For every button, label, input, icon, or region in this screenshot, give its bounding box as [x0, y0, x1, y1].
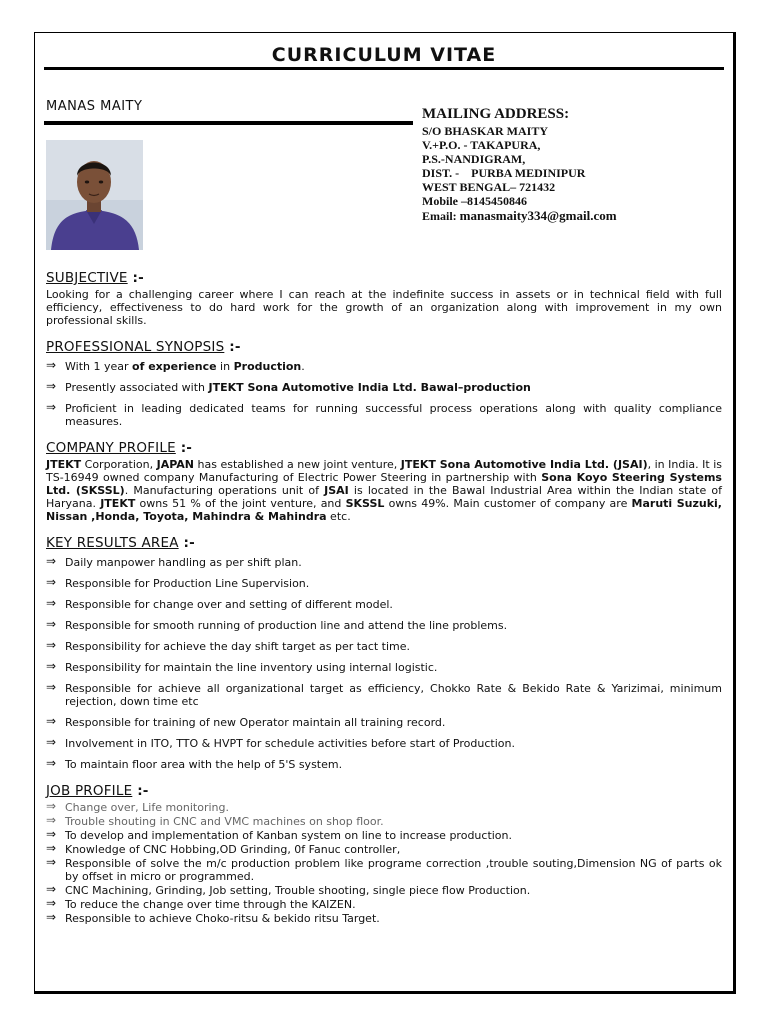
list-item-text: Trouble shouting in CNC and VMC machines on shop floor.	[65, 815, 384, 828]
address-line: P.S.-NANDIGRAM,	[422, 152, 526, 166]
arrow-icon: ⇒	[46, 575, 57, 589]
company-text-fragment: . Manufacturing operations unit of	[124, 484, 325, 497]
list-item-text: Responsible for Production Line Supervision.	[65, 577, 310, 590]
list-item: ⇒ With 1 year of experience in Production.	[46, 358, 305, 373]
mobile-number: Mobile –8145450846	[422, 194, 527, 208]
section-heading-company: COMPANY PROFILE :-	[46, 440, 193, 456]
company-text-fragment: JTEKT	[46, 458, 82, 471]
list-item-text: Responsible for achieve all organizational target as efficiency, Chokko Rate & Bekido Rate & Yarizimai, minimum rejection, down time etc	[65, 682, 722, 708]
section-heading-synopsis: PROFESSIONAL SYNOPSIS :-	[46, 339, 241, 355]
list-item-text: Daily manpower handling as per shift plan.	[65, 556, 302, 569]
arrow-icon: ⇒	[46, 638, 57, 652]
arrow-icon: ⇒	[46, 735, 57, 749]
subjective-text: Looking for a challenging career where I can reach at the indefinite success in assets or in technical field with full efficiency, effectiveness to do hard work for the growth of an organization along with improvement in my own professional skills.	[46, 288, 722, 327]
list-item	[46, 857, 722, 883]
list-item-text: CNC Machining, Grinding, Job setting, Trouble shooting, single piece flow Production.	[65, 884, 531, 897]
company-text-fragment: JSAI	[324, 484, 349, 497]
arrow-icon: ⇒	[46, 910, 57, 924]
company-text-fragment: owns 51 % of the joint venture, and	[135, 497, 346, 510]
list-item	[46, 801, 722, 814]
company-text-fragment: JAPAN	[156, 458, 195, 471]
arrow-icon: ⇒	[46, 617, 57, 631]
list-item-text: To develop and implementation of Kanban system on line to increase production.	[65, 829, 513, 842]
section-heading-kra: KEY RESULTS AREA :-	[46, 535, 195, 551]
arrow-icon: ⇒	[46, 659, 57, 673]
list-item	[46, 843, 722, 856]
company-text-fragment: is located in the Bawal Industrial Area within the Indian state of Haryana.	[46, 484, 723, 510]
candidate-name: MANAS MAITY	[46, 99, 143, 114]
list-item-text: Involvement in ITO, TTO & HVPT for schedule activities before start of Production.	[65, 737, 515, 750]
arrow-icon: ⇒	[46, 379, 57, 393]
company-text-fragment: has established a new joint venture,	[194, 458, 401, 471]
company-text-fragment: JTEKT	[100, 497, 136, 510]
address-line: WEST BENGAL– 721432	[422, 180, 556, 194]
list-item	[46, 898, 722, 911]
company-text-fragment: , in India. It is TS-16949 owned company Manufacturing of Electric Power Steering in partnership with	[46, 458, 722, 484]
profile-photo	[46, 140, 143, 250]
company-text-fragment: Corporation,	[81, 458, 157, 471]
list-item-text: Responsibility for maintain the line inventory using internal logistic.	[65, 661, 438, 674]
person-photo-icon	[46, 140, 143, 250]
arrow-icon: ⇒	[46, 756, 57, 770]
list-item	[46, 758, 722, 771]
email-address: manasmaity334@gmail.com	[459, 208, 617, 223]
arrow-icon: ⇒	[46, 896, 57, 910]
list-item-text: Change over, Life monitoring.	[65, 801, 230, 814]
address-line: V.+P.O. - TAKAPURA,	[422, 138, 541, 152]
page-title: CURRICULUM VITAE	[271, 44, 497, 66]
list-item-text: Responsible for training of new Operator maintain all training record.	[65, 716, 446, 729]
email-row	[422, 208, 617, 224]
job-list	[46, 801, 722, 925]
company-text-fragment: Maruti Suzuki, Nissan ,Honda, Toyota, Mahindra & Mahindra	[46, 497, 722, 523]
arrow-icon: ⇒	[46, 841, 57, 855]
address-line: S/O BHASKAR MAITY	[422, 124, 549, 138]
arrow-icon: ⇒	[46, 554, 57, 568]
synopsis-list	[46, 360, 722, 428]
kra-list	[46, 556, 722, 771]
arrow-icon: ⇒	[46, 882, 57, 896]
arrow-icon: ⇒	[46, 358, 57, 372]
arrow-icon: ⇒	[46, 596, 57, 610]
company-text-fragment: JTEKT Sona Automotive India Ltd. (JSAI)	[400, 458, 648, 471]
list-item-text: Responsibility for achieve the day shift target as per tact time.	[65, 640, 411, 653]
address-line: DIST. - PURBA MEDINIPUR	[422, 166, 586, 180]
list-item-text: To maintain floor area with the help of 5'S system.	[65, 758, 343, 771]
list-item	[46, 815, 722, 828]
company-profile-text	[46, 458, 722, 523]
arrow-icon: ⇒	[46, 680, 57, 694]
list-item-text: To reduce the change over time through the KAIZEN.	[65, 898, 356, 911]
list-item-text: Knowledge of CNC Hobbing,OD Grinding, 0f Fanuc controller,	[65, 843, 401, 856]
list-item	[46, 640, 722, 653]
arrow-icon: ⇒	[46, 813, 57, 827]
list-item-text: Responsible to achieve Choko-ritsu & bekido ritsu Target.	[65, 912, 380, 925]
arrow-icon: ⇒	[46, 714, 57, 728]
list-item	[46, 598, 722, 611]
section-heading-job: JOB PROFILE :-	[46, 783, 149, 799]
list-item-text: Responsible for smooth running of production line and attend the line problems.	[65, 619, 508, 632]
name-rule	[44, 121, 413, 125]
list-item: ⇒ Proficient in leading dedicated teams for running successful process operations along with quality compliance measures.	[46, 400, 722, 428]
mailing-heading: MAILING ADDRESS:	[422, 106, 570, 122]
section-heading-subjective: SUBJECTIVE :-	[46, 270, 144, 286]
email-label: Email:	[422, 209, 460, 223]
list-item	[46, 829, 722, 842]
arrow-icon: ⇒	[46, 400, 57, 414]
list-item	[46, 912, 722, 925]
list-item	[46, 737, 722, 750]
mailing-address	[422, 106, 617, 224]
list-item	[46, 619, 722, 632]
list-item	[46, 884, 722, 897]
list-item-text: Responsible for change over and setting of different model.	[65, 598, 393, 611]
list-item	[46, 556, 722, 569]
list-item	[46, 682, 722, 708]
arrow-icon: ⇒	[46, 855, 57, 869]
arrow-icon: ⇒	[46, 827, 57, 841]
list-item-text: Responsible of solve the m/c production problem like programe correction ,trouble souting,Dimension NG of parts ok by offset in micro or programmed.	[65, 857, 722, 883]
company-text-fragment: SKSSL	[345, 497, 385, 510]
title-rule	[44, 67, 724, 70]
company-text-fragment: etc.	[326, 510, 351, 523]
arrow-icon: ⇒	[46, 799, 57, 813]
list-item: ⇒ Presently associated with JTEKT Sona Automotive India Ltd. Bawal–production	[46, 379, 531, 394]
resume-body	[46, 272, 722, 925]
list-item	[46, 577, 722, 590]
company-text-fragment: Sona Koyo Steering Systems Ltd. (SKSSL)	[46, 471, 722, 497]
company-text-fragment: owns 49%. Main customer of company are	[384, 497, 632, 510]
list-item	[46, 716, 722, 729]
list-item	[46, 661, 722, 674]
